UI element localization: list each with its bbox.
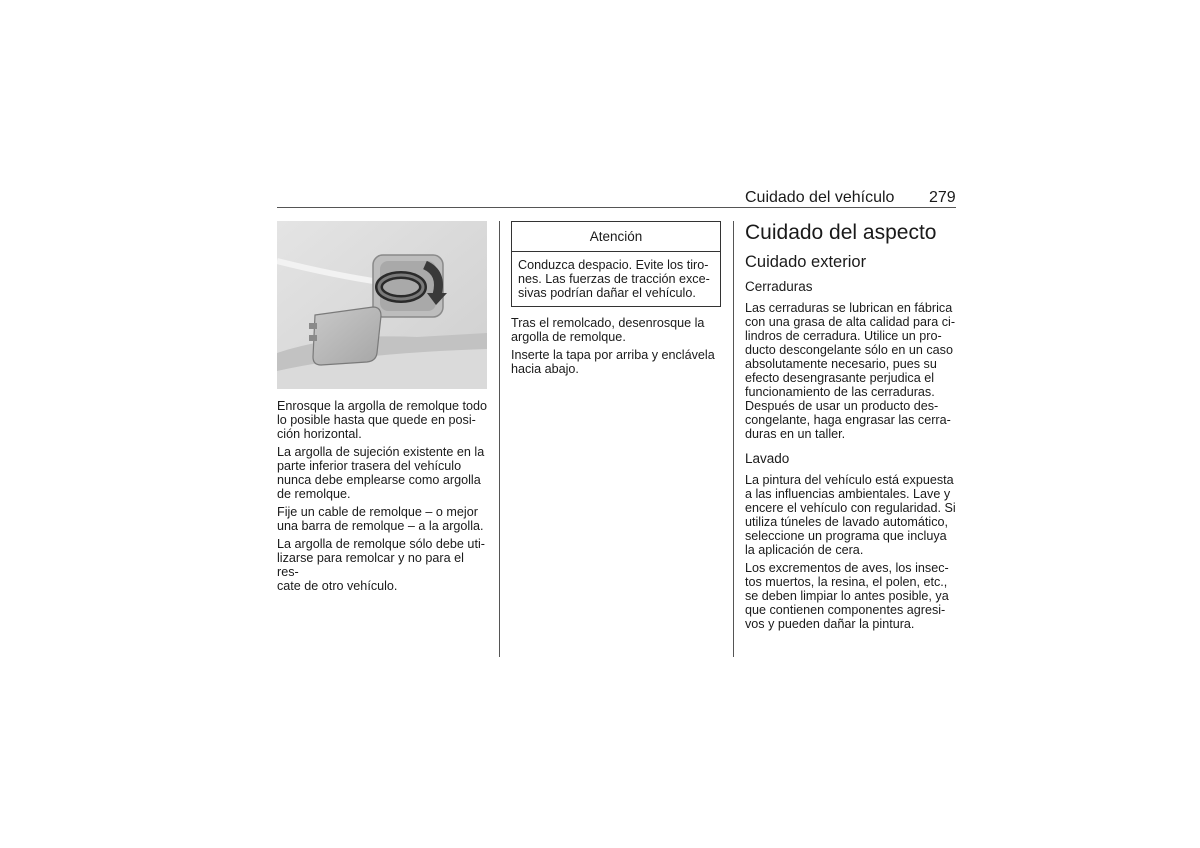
section-title-lavado: Lavado [745,451,790,466]
heading-level-1: Cuidado del aspecto [745,221,937,244]
header-rule [277,207,956,208]
left-column [277,221,489,597]
header-section-title: Cuidado del vehículo [745,189,895,206]
attention-title: Atención [512,222,720,252]
section-title-cerraduras: Cerraduras [745,279,813,294]
middle-paragraph: Inserte la tapa por arriba y enclávela hacia abajo. [511,348,715,376]
attention-body: Conduzca despacio. Evite los tiro- nes. Las fuerzas de tracción exce- sivas podrían dañar el vehículo. [518,258,710,300]
tow-eye-cover-illustration [277,221,487,389]
right-paragraph: Las cerraduras se lubrican en fábrica con una grasa de alta calidad para ci- lindros de cerradura. Utilice un pro- ducto descongelante sólo en un caso absolutamente necesario, pues su efecto desengrasante perjudica el funcionamiento de las cerraduras. Después de usar un producto des- congelante, haga engrasar las cerra- duras en un taller. [745,301,956,441]
middle-column [511,221,723,380]
left-paragraph: Fije un cable de remolque – o mejor una barra de remolque – a la argolla. [277,505,484,533]
column-divider-right [733,221,734,657]
left-paragraph: Enrosque la argolla de remolque todo lo posible hasta que quede en posi- ción horizontal. [277,399,488,441]
attention-box [511,221,721,307]
heading-level-2: Cuidado exterior [745,253,867,271]
left-paragraph: La argolla de sujeción existente en la parte inferior trasera del vehículo nunca debe emplearse como argolla de remolque. [277,445,485,501]
right-column [745,221,960,635]
page-number: 279 [929,189,956,206]
left-paragraph: La argolla de remolque sólo debe uti- lizarse para remolcar y no para el res- cate de otro vehículo. [277,537,485,593]
column-divider-left [499,221,500,657]
right-paragraph: Los excrementos de aves, los insec- tos muertos, la resina, el polen, etc., se deben limpiar lo antes posible, ya que contienen componentes agresi- vos y pueden dañar la pintura. [745,561,949,631]
right-paragraph: La pintura del vehículo está expuesta a las influencias ambientales. Lave y encere el vehículo con regularidad. Si utiliza túneles de lavado automático, seleccione un programa que incluya la aplicación de cera. [745,473,956,557]
middle-paragraph: Tras el remolcado, desenrosque la argolla de remolque. [511,316,705,344]
